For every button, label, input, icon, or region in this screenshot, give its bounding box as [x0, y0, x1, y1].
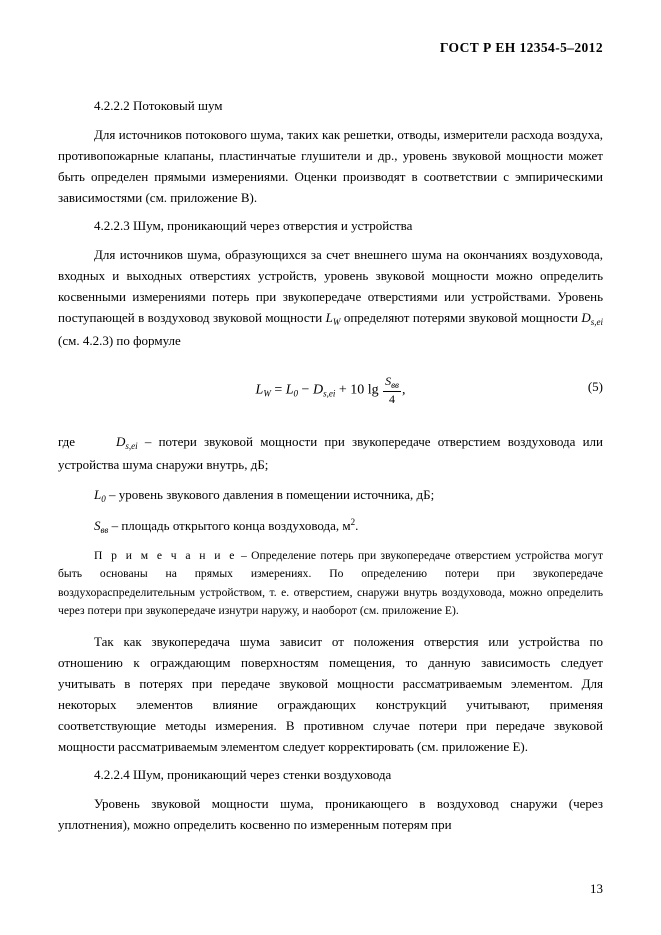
note-text: – Определение потерь при звукопередаче отверстием устройства могут быть основаны на прямых измерениях. По определению потери при звукопередаче воздухораспределительным устройством, т. е. отверстием, снаружи внутрь воздуховода, можно определить через потери при звукопередаче изнутри наружу, и наоборот (см. приложение Е).	[58, 548, 604, 618]
page-header-standard-id: ГОСТ Р ЕН 12354-5–2012	[439, 40, 603, 55]
definition-lead-word: где	[58, 433, 76, 449]
formula-expression: $L_W = L_0 - D_{s,ei} + 10$ lg $\frac{S_{вв}}{4}$ ,	[255, 373, 406, 407]
symbol-definitions	[58, 431, 603, 538]
definition-dsei-text: – потери звуковой мощности при звукопередаче отверстием воздуховода или устройства шума снаружи внутрь, дБ;	[58, 433, 603, 472]
inline-sentence-tail: определяют потерями звуковой мощности	[343, 310, 578, 326]
inline-sentence-ref: (см. 4.2.3) по формуле	[58, 332, 181, 348]
definition-l0-text: – уровень звукового давления в помещении источника, дБ;	[108, 486, 435, 502]
page-number: 13	[590, 881, 603, 896]
formula-block-5	[58, 369, 603, 415]
paragraph-flow-noise: Для источников потокового шума, таких как решетки, отводы, измерители расхода воздуха, противопожарные клапаны, пластинчатые глушители и др., уровень звуковой мощности может быть определен прямыми измерениями. Оценки производят в соответствии с эмпирическими зависимостями (см. приложение В).	[58, 127, 603, 206]
definition-svv-text-part: – площадь открытого конца воздуховода, $м^2$.	[111, 517, 359, 534]
definition-dsei: где $D_{s,ei}$ – потери звуковой мощности при звукопередаче отверстием воздуховода или устройства шума снаружи внутрь, дБ;	[58, 431, 603, 475]
definition-l0: $L_0$ – уровень звукового давления в помещении источника, дБ;	[94, 486, 435, 504]
paragraph-openings-noise	[58, 244, 603, 351]
clause-heading-4-2-2-3: 4.2.2.3 Шум, проникающий через отверстия и устройства	[94, 218, 413, 234]
inline-symbol-lw: $L_W$	[325, 310, 341, 328]
formula-fraction: $\frac{S_{вв}}{4}$	[385, 373, 399, 407]
paragraph-transmission-dependency: Так как звукопередача шума зависит от положения отверстия или устройства по отношению к ограждающим поверхностям помещения, то данную зависимость следует учитывать в потерях при передаче звуковой мощности рассматриваемым элементом. Для некоторых элементов влияние ограждающих конструкций учитывают, применяя соответствующие методы измерения. В противном случае потери при передаче звуковой мощности рассматриваемым элементом следует корректировать (см. приложение Е).	[58, 633, 603, 755]
note-label: П р и м е ч а н и е	[94, 548, 237, 562]
inline-symbol-dsei: $D_{s,ei}$	[581, 310, 604, 328]
paragraph-openings-noise-text: Для источников шума, образующихся за счет внешнего шума на окончаниях воздуховода, входных и выходных отверстиях устройств, уровень звуковой мощности можно определить косвенными измерениями потерь при звукопередаче отверстиями или устройствами. Уровень поступающей в воздуховод звуковой мощности	[58, 247, 603, 326]
note-block	[58, 547, 603, 621]
definition-svv: $S_{вв}$ – площадь открытого конца воздуховода, $м^2$.	[94, 517, 359, 536]
clause-heading-4-2-2-4: 4.2.2.4 Шум, проникающий через стенки воздуховода	[94, 767, 392, 783]
formula-number: (5)	[587, 378, 603, 394]
paragraph-duct-wall-noise: Уровень звуковой мощности шума, проникающего в воздуховод снаружи (через уплотнения), можно определить косвенно по измеренным потерям при	[58, 796, 603, 833]
clause-heading-4-2-2-2: 4.2.2.2 Потоковый шум	[94, 98, 223, 113]
